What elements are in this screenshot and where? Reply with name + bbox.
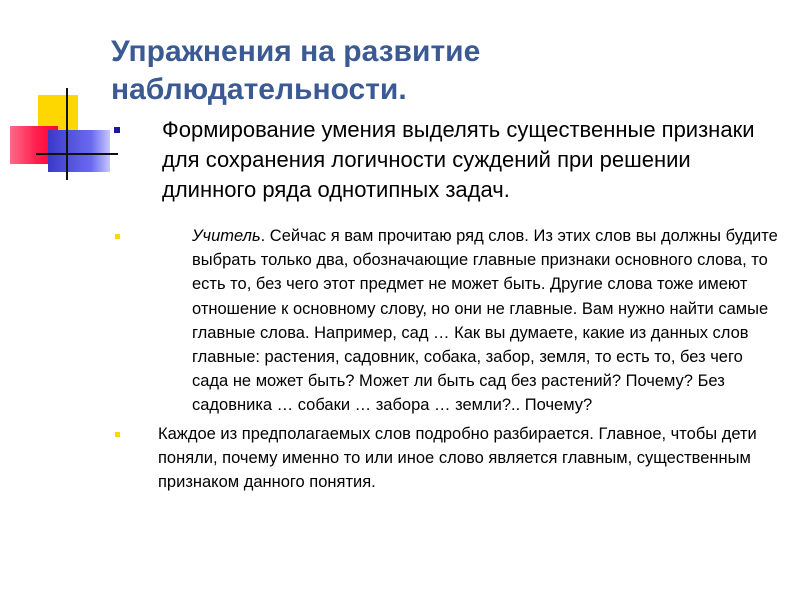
slide-title [111,33,771,109]
bullet-text [142,224,780,418]
blue-square [48,130,110,172]
bullet-item [110,224,780,418]
title-line-2: наблюдательности. [111,73,407,106]
teacher-speech: . Сейчас я вам прочитаю ряд слов. Из этих слов вы должны будите выбрать только два, обозначающие главные признаки основного слова, то есть то, без чего этот предмет не может быть. Другие слова тоже имеют отношение к основному слову, но они не главные. Вам нужно найти самые главные слова. Например, сад … Как вы думаете, какие из данных слов главные: растения, садовник, собака, забор, земля, то есть то, без чего сада не может быть? Может ли быть сад без растений? Почему? Без садовника … собаки … забора … земли?.. Почему? [192,227,778,415]
bullet-text: Формирование умения выделять существенные признаки для сохранения логичности суждений при решении длинного ряда однотипных задач. [162,117,755,202]
square-bullet-icon [114,127,120,133]
teacher-label: Учитель [192,227,261,245]
vertical-line [66,88,68,180]
title-line-1: Упражнения на развитие [111,35,481,68]
bullet-item [110,422,780,495]
bullet-text: Каждое из предполагаемых слов подробно разбирается. Главное, чтобы дети поняли, почему именно то или иное слово является главным, существенным признаком данного понятия. [158,424,757,492]
bullet-item [110,115,780,205]
horizontal-line [36,153,118,155]
square-bullet-icon [115,432,120,437]
bullet-list [110,115,780,498]
square-bullet-icon [115,234,120,239]
